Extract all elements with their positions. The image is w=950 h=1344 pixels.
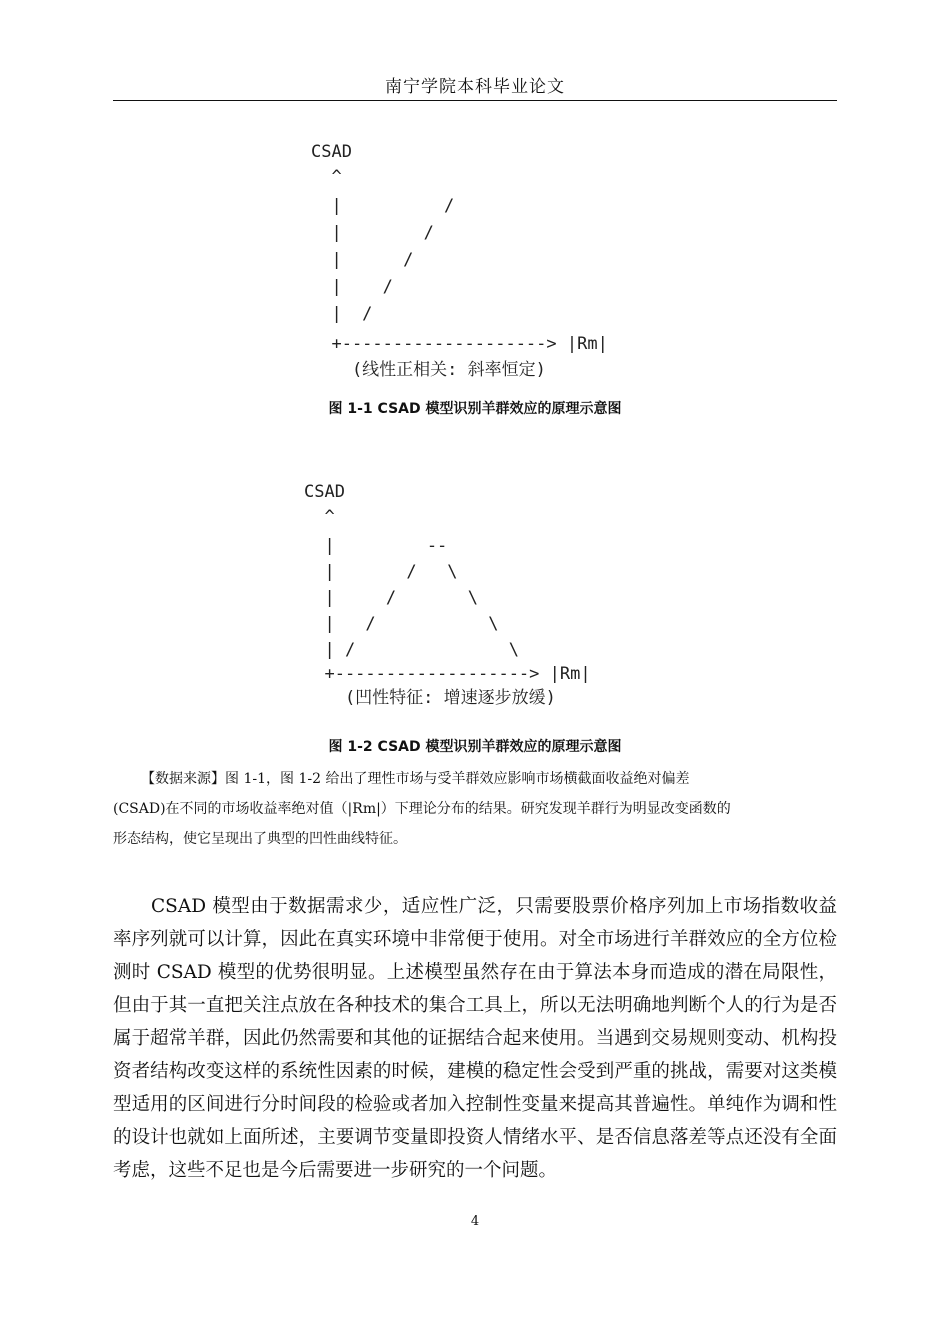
figure-2-ascii-diagram <box>304 482 591 708</box>
figure-1-ascii-diagram <box>311 142 608 380</box>
figure-2-plot-line: | -- <box>304 536 448 556</box>
source-note-line: (CSAD)在不同的市场收益率绝对值（|Rm|）下理论分布的结果。研究发现羊群行为明显改变函数的 <box>113 801 731 817</box>
header-rule <box>113 100 837 101</box>
figure-1-plot-line: | / <box>311 250 414 270</box>
figure-2-plot-line: | / \ <box>304 640 519 660</box>
figure-1-annotation: (线性正相关: 斜率恒定) <box>311 360 546 380</box>
figure-1-axis-arrow: ^ <box>311 167 342 187</box>
figure-1-plot-line: | / <box>311 304 373 324</box>
figure-1-y-axis-label: CSAD <box>311 142 352 162</box>
figure-2-plot-line: | / \ <box>304 614 499 634</box>
figure-2-caption: 图 1-2 CSAD 模型识别羊群效应的原理示意图 <box>328 739 622 755</box>
figure-1-plot-line: | / <box>311 223 434 243</box>
source-note-line: 形态结构，使它呈现出了典型的凹性曲线特征。 <box>113 831 407 847</box>
figure-2-y-axis-label: CSAD <box>304 482 345 502</box>
figure-source-note <box>113 764 837 854</box>
figure-2-plot-line: | / \ <box>304 588 478 608</box>
figure-1-caption: 图 1-1 CSAD 模型识别羊群效应的原理示意图 <box>328 401 622 417</box>
figure-1-plot-line: | / <box>311 196 455 216</box>
source-note-line: 【数据来源】图 1-1，图 1-2 给出了理性市场与受羊群效应影响市场横截面收益绝对偏差 <box>141 771 690 787</box>
figure-2-x-axis: +-------------------> |Rm| <box>304 664 591 684</box>
running-header: 南宁学院本科毕业论文 <box>385 77 565 97</box>
figure-2-plot-line: | / \ <box>304 562 458 582</box>
figure-1-x-axis: +--------------------> |Rm| <box>311 334 608 354</box>
figure-1-plot-line: | / <box>311 277 393 297</box>
figure-2-annotation: (凹性特征: 增速逐步放缓) <box>304 688 556 708</box>
figure-2-axis-arrow: ^ <box>304 507 335 527</box>
page-number: 4 <box>470 1214 480 1229</box>
body-paragraph: CSAD 模型由于数据需求少，适应性广泛，只需要股票价格序列加上市场指数收益率序列就可以计算，因此在真实环境中非常便于使用。对全市场进行羊群效应的全方位检测时 CSAD 模型的优势很明显。上述模型虽然存在由于算法本身而造成的潜在局限性，但由于其一直把关注点放在各种技术的集合工具上，所以无法明确地判断个人的行为是否属于超常羊群，因此仍然需要和其他的证据结合起来使用。当遇到交易规则变动、机构投资者结构改变这样的系统性因素的时候，建模的稳定性会受到严重的挑战，需要对这类模型适用的区间进行分时间段的检验或者加入控制性变量来提高其普遍性。单纯作为调和性的设计也就如上面所述，主要调节变量即投资人情绪水平、是否信息落差等点还没有全面考虑，这些不足也是今后需要进一步研究的一个问题。 <box>113 896 837 1181</box>
